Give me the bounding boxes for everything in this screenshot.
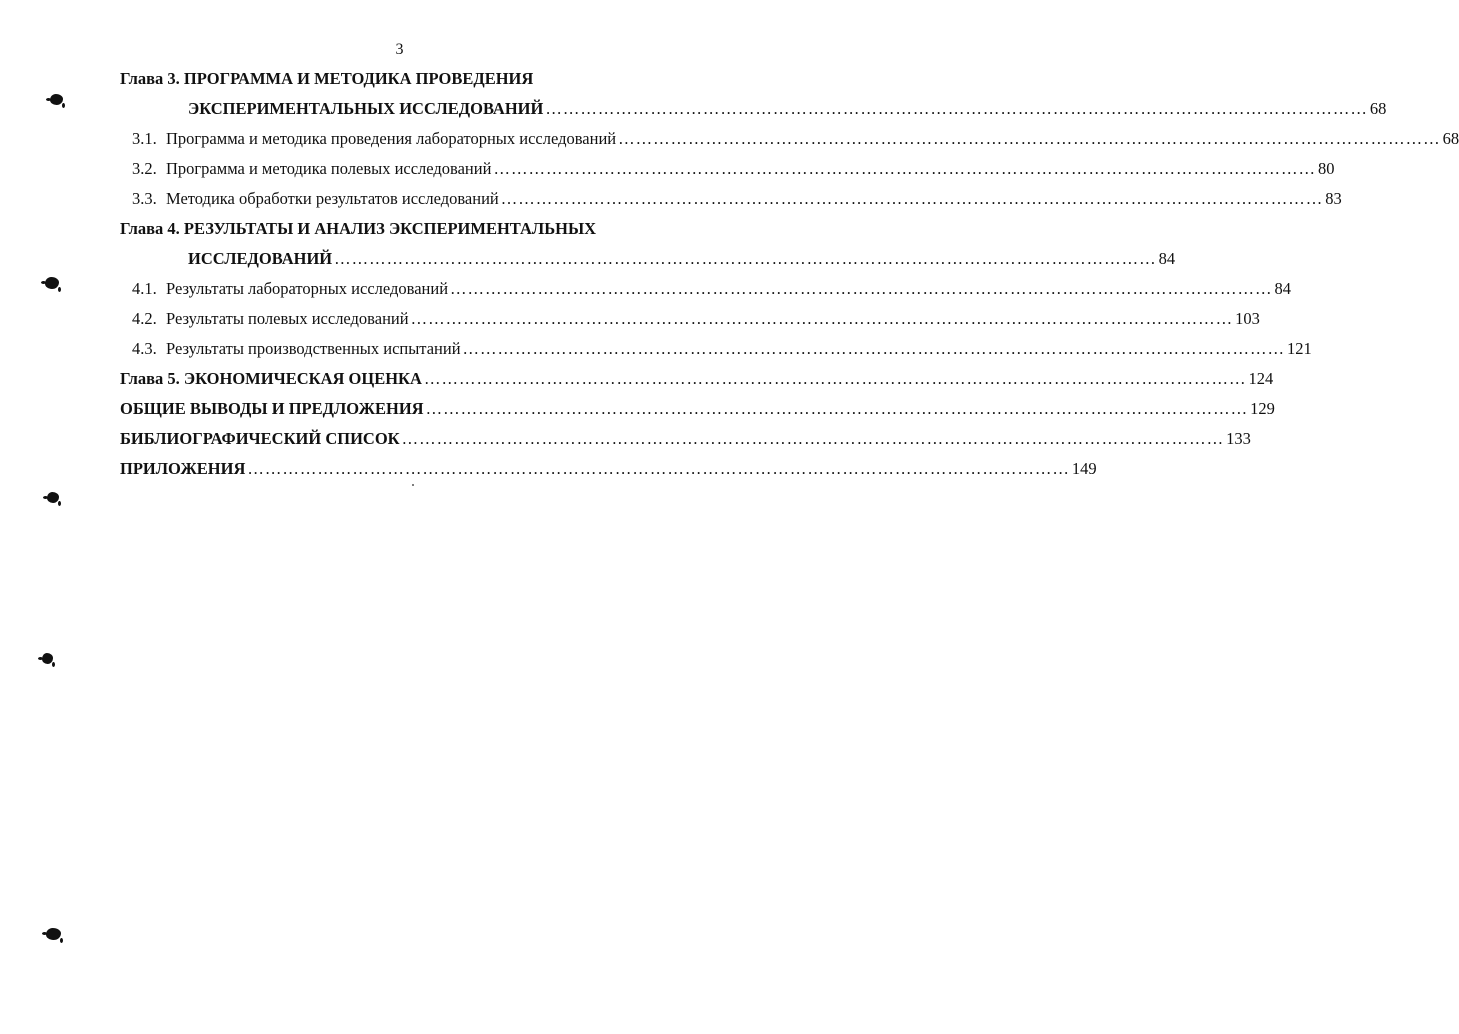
toc-page-number: 84 bbox=[1158, 249, 1176, 268]
toc-chapter-5-entry[interactable] bbox=[0, 368, 1274, 390]
toc-section-title: Результаты производственных испытаний bbox=[166, 339, 461, 358]
toc-page-number: 83 bbox=[1325, 189, 1342, 208]
toc-leader: …………………………………………………………………………………………………………………………… bbox=[423, 369, 1247, 388]
toc-leader: …………………………………………………………………………………………………………………………… bbox=[410, 309, 1234, 328]
toc-leader: …………………………………………………………………………………………………………………………… bbox=[334, 249, 1157, 268]
toc-appendices-title: ПРИЛОЖЕНИЯ bbox=[120, 459, 246, 478]
scan-speck bbox=[412, 484, 414, 486]
toc-section-3-2[interactable] bbox=[0, 158, 1335, 180]
toc-section-4-2[interactable] bbox=[0, 308, 1260, 330]
toc-section-title: Программа и методика полевых исследований bbox=[166, 159, 492, 178]
toc-page-number: 84 bbox=[1274, 279, 1292, 298]
scan-blot bbox=[46, 928, 61, 940]
toc-chapter-5-title: Глава 5. ЭКОНОМИЧЕСКАЯ ОЦЕНКА bbox=[120, 369, 422, 388]
toc-chapter-4-entry[interactable] bbox=[0, 248, 1176, 270]
toc-leader: …………………………………………………………………………………………………………………………… bbox=[450, 279, 1273, 298]
toc-section-number: 3.2. bbox=[132, 159, 157, 178]
toc-leader: …………………………………………………………………………………………………………………………… bbox=[500, 189, 1324, 208]
toc-conclusions-title: ОБЩИЕ ВЫВОДЫ И ПРЕДЛОЖЕНИЯ bbox=[120, 399, 424, 418]
toc-chapter-4-title-line2: ИССЛЕДОВАНИЙ bbox=[188, 249, 333, 268]
toc-section-number: 3.3. bbox=[132, 189, 157, 208]
toc-section-title: Результаты полевых исследований bbox=[166, 309, 409, 328]
toc-bibliography-entry[interactable] bbox=[0, 428, 1251, 450]
toc-chapter-3-title-line2: ЭКСПЕРИМЕНТАЛЬНЫХ ИССЛЕДОВАНИЙ bbox=[188, 99, 544, 118]
toc-section-title: Программа и методика проведения лабораторных исследований bbox=[166, 129, 617, 148]
toc-chapter-4-heading bbox=[0, 218, 799, 240]
scan-blot bbox=[47, 492, 59, 503]
toc-section-number: 3.1. bbox=[132, 129, 157, 148]
toc-appendices-entry[interactable] bbox=[0, 458, 1097, 480]
page-number: 3 bbox=[395, 41, 404, 58]
toc-page-number: 121 bbox=[1287, 339, 1312, 358]
toc-section-title: Методика обработки результатов исследований bbox=[166, 189, 499, 208]
toc-chapter-3-title-line1: Глава 3. ПРОГРАММА И МЕТОДИКА ПРОВЕДЕНИЯ bbox=[120, 69, 534, 88]
toc-conclusions-entry[interactable] bbox=[0, 398, 1275, 420]
toc-chapter-4-title-line1: Глава 4. РЕЗУЛЬТАТЫ И АНАЛИЗ ЭКСПЕРИМЕНТАЛЬНЫХ bbox=[120, 219, 597, 238]
toc-page-number: 68 bbox=[1442, 129, 1459, 148]
toc-section-4-1[interactable] bbox=[0, 278, 1292, 300]
toc-leader: …………………………………………………………………………………………………………………………… bbox=[401, 429, 1225, 448]
toc-section-title: Результаты лабораторных исследований bbox=[166, 279, 449, 298]
toc-page-number: 133 bbox=[1226, 429, 1251, 448]
toc-page-number: 149 bbox=[1071, 459, 1097, 478]
toc-leader: …………………………………………………………………………………………………………………………… bbox=[618, 129, 1441, 148]
toc-leader: …………………………………………………………………………………………………………………………… bbox=[247, 459, 1070, 478]
toc-section-3-3[interactable] bbox=[0, 188, 1342, 210]
toc-section-number: 4.1. bbox=[132, 279, 157, 298]
toc-page-number: 103 bbox=[1235, 309, 1260, 328]
toc-leader: …………………………………………………………………………………………………………………………… bbox=[493, 159, 1316, 178]
toc-section-4-3[interactable] bbox=[0, 338, 1312, 360]
toc-leader: …………………………………………………………………………………………………………………………… bbox=[462, 339, 1286, 358]
toc-page-number: 124 bbox=[1248, 369, 1274, 388]
scan-blot bbox=[42, 653, 53, 664]
toc-section-number: 4.3. bbox=[132, 339, 157, 358]
toc-section-number: 4.2. bbox=[132, 309, 157, 328]
toc-chapter-3-heading bbox=[0, 68, 799, 90]
toc-page-number: 68 bbox=[1369, 99, 1387, 118]
toc-page-number: 129 bbox=[1250, 399, 1275, 418]
toc-leader: …………………………………………………………………………………………………………………………… bbox=[545, 99, 1368, 118]
toc-leader: …………………………………………………………………………………………………………………………… bbox=[425, 399, 1249, 418]
toc-bibliography-title: БИБЛИОГРАФИЧЕСКИЙ СПИСОК bbox=[120, 429, 400, 448]
toc-page-number: 80 bbox=[1317, 159, 1335, 178]
toc-section-3-1[interactable] bbox=[0, 128, 1459, 150]
toc-chapter-3-entry[interactable] bbox=[0, 98, 1387, 120]
